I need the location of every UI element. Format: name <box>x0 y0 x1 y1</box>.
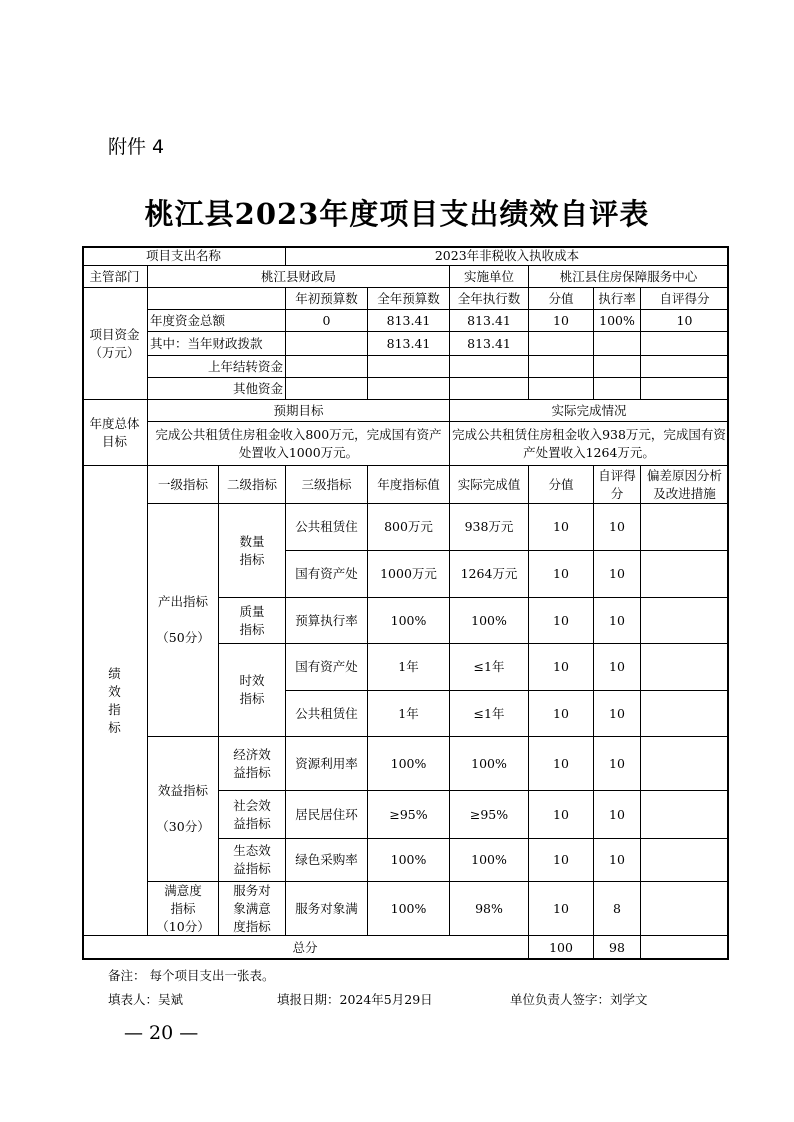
table-cell <box>641 551 729 598</box>
table-cell: 813.41 <box>368 310 450 332</box>
table-cell: 年度指标值 <box>368 466 450 504</box>
table-cell: 938万元 <box>450 504 529 551</box>
table-cell: 10 <box>594 691 641 737</box>
table-cell <box>450 378 529 400</box>
table-cell <box>529 332 594 356</box>
table-cell: 10 <box>529 504 594 551</box>
table-cell <box>529 378 594 400</box>
table-cell: 100% <box>450 839 529 882</box>
table-cell <box>641 504 729 551</box>
table-cell: 10 <box>529 737 594 791</box>
table-cell: 服务对 象满意 度指标 <box>219 882 286 936</box>
table-cell: 813.41 <box>368 332 450 356</box>
table-cell: 10 <box>641 310 729 332</box>
table-cell <box>148 288 286 310</box>
table-cell: 100% <box>594 310 641 332</box>
table-cell: 总分 <box>82 936 529 960</box>
table-cell: 年度总体 目标 <box>82 400 148 466</box>
table-cell: 10 <box>594 644 641 691</box>
table-cell: 10 <box>529 551 594 598</box>
table-cell: 10 <box>594 551 641 598</box>
table-cell: 年初预算数 <box>286 288 368 310</box>
table-cell: 98% <box>450 882 529 936</box>
table-cell: 实际完成值 <box>450 466 529 504</box>
table-cell: 社会效 益指标 <box>219 791 286 839</box>
table-cell <box>594 378 641 400</box>
table-cell <box>641 378 729 400</box>
table-cell: 资源利用率 <box>286 737 368 791</box>
table-cell: 分值 <box>529 288 594 310</box>
table-cell: 项目支出名称 <box>82 246 286 266</box>
table-cell: 1年 <box>368 644 450 691</box>
table-cell: ≤1年 <box>450 691 529 737</box>
table-cell: 一级指标 <box>148 466 219 504</box>
table-cell: 自评得分 <box>641 288 729 310</box>
table-cell <box>641 936 729 960</box>
table-cell: 效益指标 （30分） <box>148 737 219 882</box>
table-cell: 执行率 <box>594 288 641 310</box>
table-cell: 800万元 <box>368 504 450 551</box>
table-cell: 预期目标 <box>148 400 450 422</box>
table-cell: ≥95% <box>368 791 450 839</box>
table-cell: 公共租赁住 <box>286 504 368 551</box>
table-cell: 国有资产处 <box>286 644 368 691</box>
table-cell: 100 <box>529 936 594 960</box>
table-cell: 绩 效 指 标 <box>82 466 148 936</box>
unit-head-signature: 单位负责人签字：刘学文 <box>510 992 648 1007</box>
table-cell: 时效 指标 <box>219 644 286 737</box>
table-cell: 桃江县住房保障服务中心 <box>529 266 729 288</box>
table-cell <box>594 332 641 356</box>
table-cell: 1264万元 <box>450 551 529 598</box>
table-cell: 产出指标 （50分） <box>148 504 219 737</box>
table-cell: 813.41 <box>450 310 529 332</box>
table-cell: 2023年非税收入执收成本 <box>286 246 729 266</box>
table-cell: 98 <box>594 936 641 960</box>
table-cell <box>641 356 729 378</box>
table-cell: 其他资金 <box>148 378 286 400</box>
table-cell: 公共租赁住 <box>286 691 368 737</box>
table-cell: 经济效 益指标 <box>219 737 286 791</box>
table-cell: 主管部门 <box>82 266 148 288</box>
table-cell: 服务对象满 <box>286 882 368 936</box>
table-cell <box>641 598 729 644</box>
table-cell: 0 <box>286 310 368 332</box>
table-cell: 二级指标 <box>219 466 286 504</box>
table-cell <box>286 356 368 378</box>
fill-date: 填报日期：2024年5月29日 <box>277 992 433 1007</box>
table-cell <box>594 356 641 378</box>
table-cell: 全年执行数 <box>450 288 529 310</box>
table-cell <box>641 791 729 839</box>
table-cell: 1000万元 <box>368 551 450 598</box>
table-cell: 绿色采购率 <box>286 839 368 882</box>
table-cell: 年度资金总额 <box>148 310 286 332</box>
table-cell: 国有资产处 <box>286 551 368 598</box>
table-cell: 桃江县财政局 <box>148 266 450 288</box>
table-cell: 10 <box>529 839 594 882</box>
evaluation-table <box>82 246 729 960</box>
table-cell <box>641 332 729 356</box>
table-cell: 预算执行率 <box>286 598 368 644</box>
page-title: 桃江县2023年度项目支出绩效自评表 <box>144 197 650 231</box>
table-cell: 生态效 益指标 <box>219 839 286 882</box>
table-cell: 100% <box>368 737 450 791</box>
table-cell: 居民居住环 <box>286 791 368 839</box>
table-cell: 1年 <box>368 691 450 737</box>
table-cell: 偏差原因分析 及改进措施 <box>641 466 729 504</box>
table-cell <box>641 644 729 691</box>
table-cell: 其中：当年财政拨款 <box>148 332 286 356</box>
table-cell <box>368 356 450 378</box>
table-cell <box>450 356 529 378</box>
table-cell: 10 <box>594 598 641 644</box>
table-cell: 10 <box>529 310 594 332</box>
table-cell: 100% <box>368 839 450 882</box>
table-cell: 10 <box>529 882 594 936</box>
filler-name: 填表人：吴斌 <box>108 992 184 1007</box>
table-cell: 100% <box>450 737 529 791</box>
table-cell: 100% <box>368 882 450 936</box>
page-number: — 20 — <box>124 1022 199 1044</box>
table-cell: 完成公共租赁住房租金收入938万元，完成国有资产处置收入1264万元。 <box>450 422 729 466</box>
table-cell <box>641 691 729 737</box>
table-cell: 三级指标 <box>286 466 368 504</box>
table-cell: 自评得分 <box>594 466 641 504</box>
table-cell: 10 <box>594 839 641 882</box>
table-cell <box>641 882 729 936</box>
table-cell: 实施单位 <box>450 266 529 288</box>
table-cell <box>641 737 729 791</box>
table-cell: ≥95% <box>450 791 529 839</box>
table-cell: 10 <box>529 791 594 839</box>
table-cell: 上年结转资金 <box>148 356 286 378</box>
table-cell <box>286 378 368 400</box>
table-cell <box>641 839 729 882</box>
table-cell: 质量 指标 <box>219 598 286 644</box>
table-cell: 数量 指标 <box>219 504 286 598</box>
table-cell <box>368 378 450 400</box>
table-cell: 10 <box>529 691 594 737</box>
table-cell: 10 <box>594 737 641 791</box>
table-cell: ≤1年 <box>450 644 529 691</box>
footnote: 备注： 每个项目支出一张表。 <box>108 968 275 983</box>
table-cell: 10 <box>529 644 594 691</box>
table-cell: 100% <box>450 598 529 644</box>
table-cell: 完成公共租赁住房租金收入800万元，完成国有资产处置收入1000万元。 <box>148 422 450 466</box>
table-cell: 8 <box>594 882 641 936</box>
table-cell <box>286 332 368 356</box>
table-cell: 10 <box>529 598 594 644</box>
table-cell: 项目资金 （万元） <box>82 288 148 400</box>
table-cell: 813.41 <box>450 332 529 356</box>
table-cell: 实际完成情况 <box>450 400 729 422</box>
table-cell: 满意度 指标 （10分） <box>148 882 219 936</box>
table-cell <box>529 356 594 378</box>
table-cell: 全年预算数 <box>368 288 450 310</box>
table-cell: 10 <box>594 504 641 551</box>
table-cell: 100% <box>368 598 450 644</box>
table-cell: 10 <box>594 791 641 839</box>
attachment-label: 附件 4 <box>108 136 165 158</box>
table-cell: 分值 <box>529 466 594 504</box>
